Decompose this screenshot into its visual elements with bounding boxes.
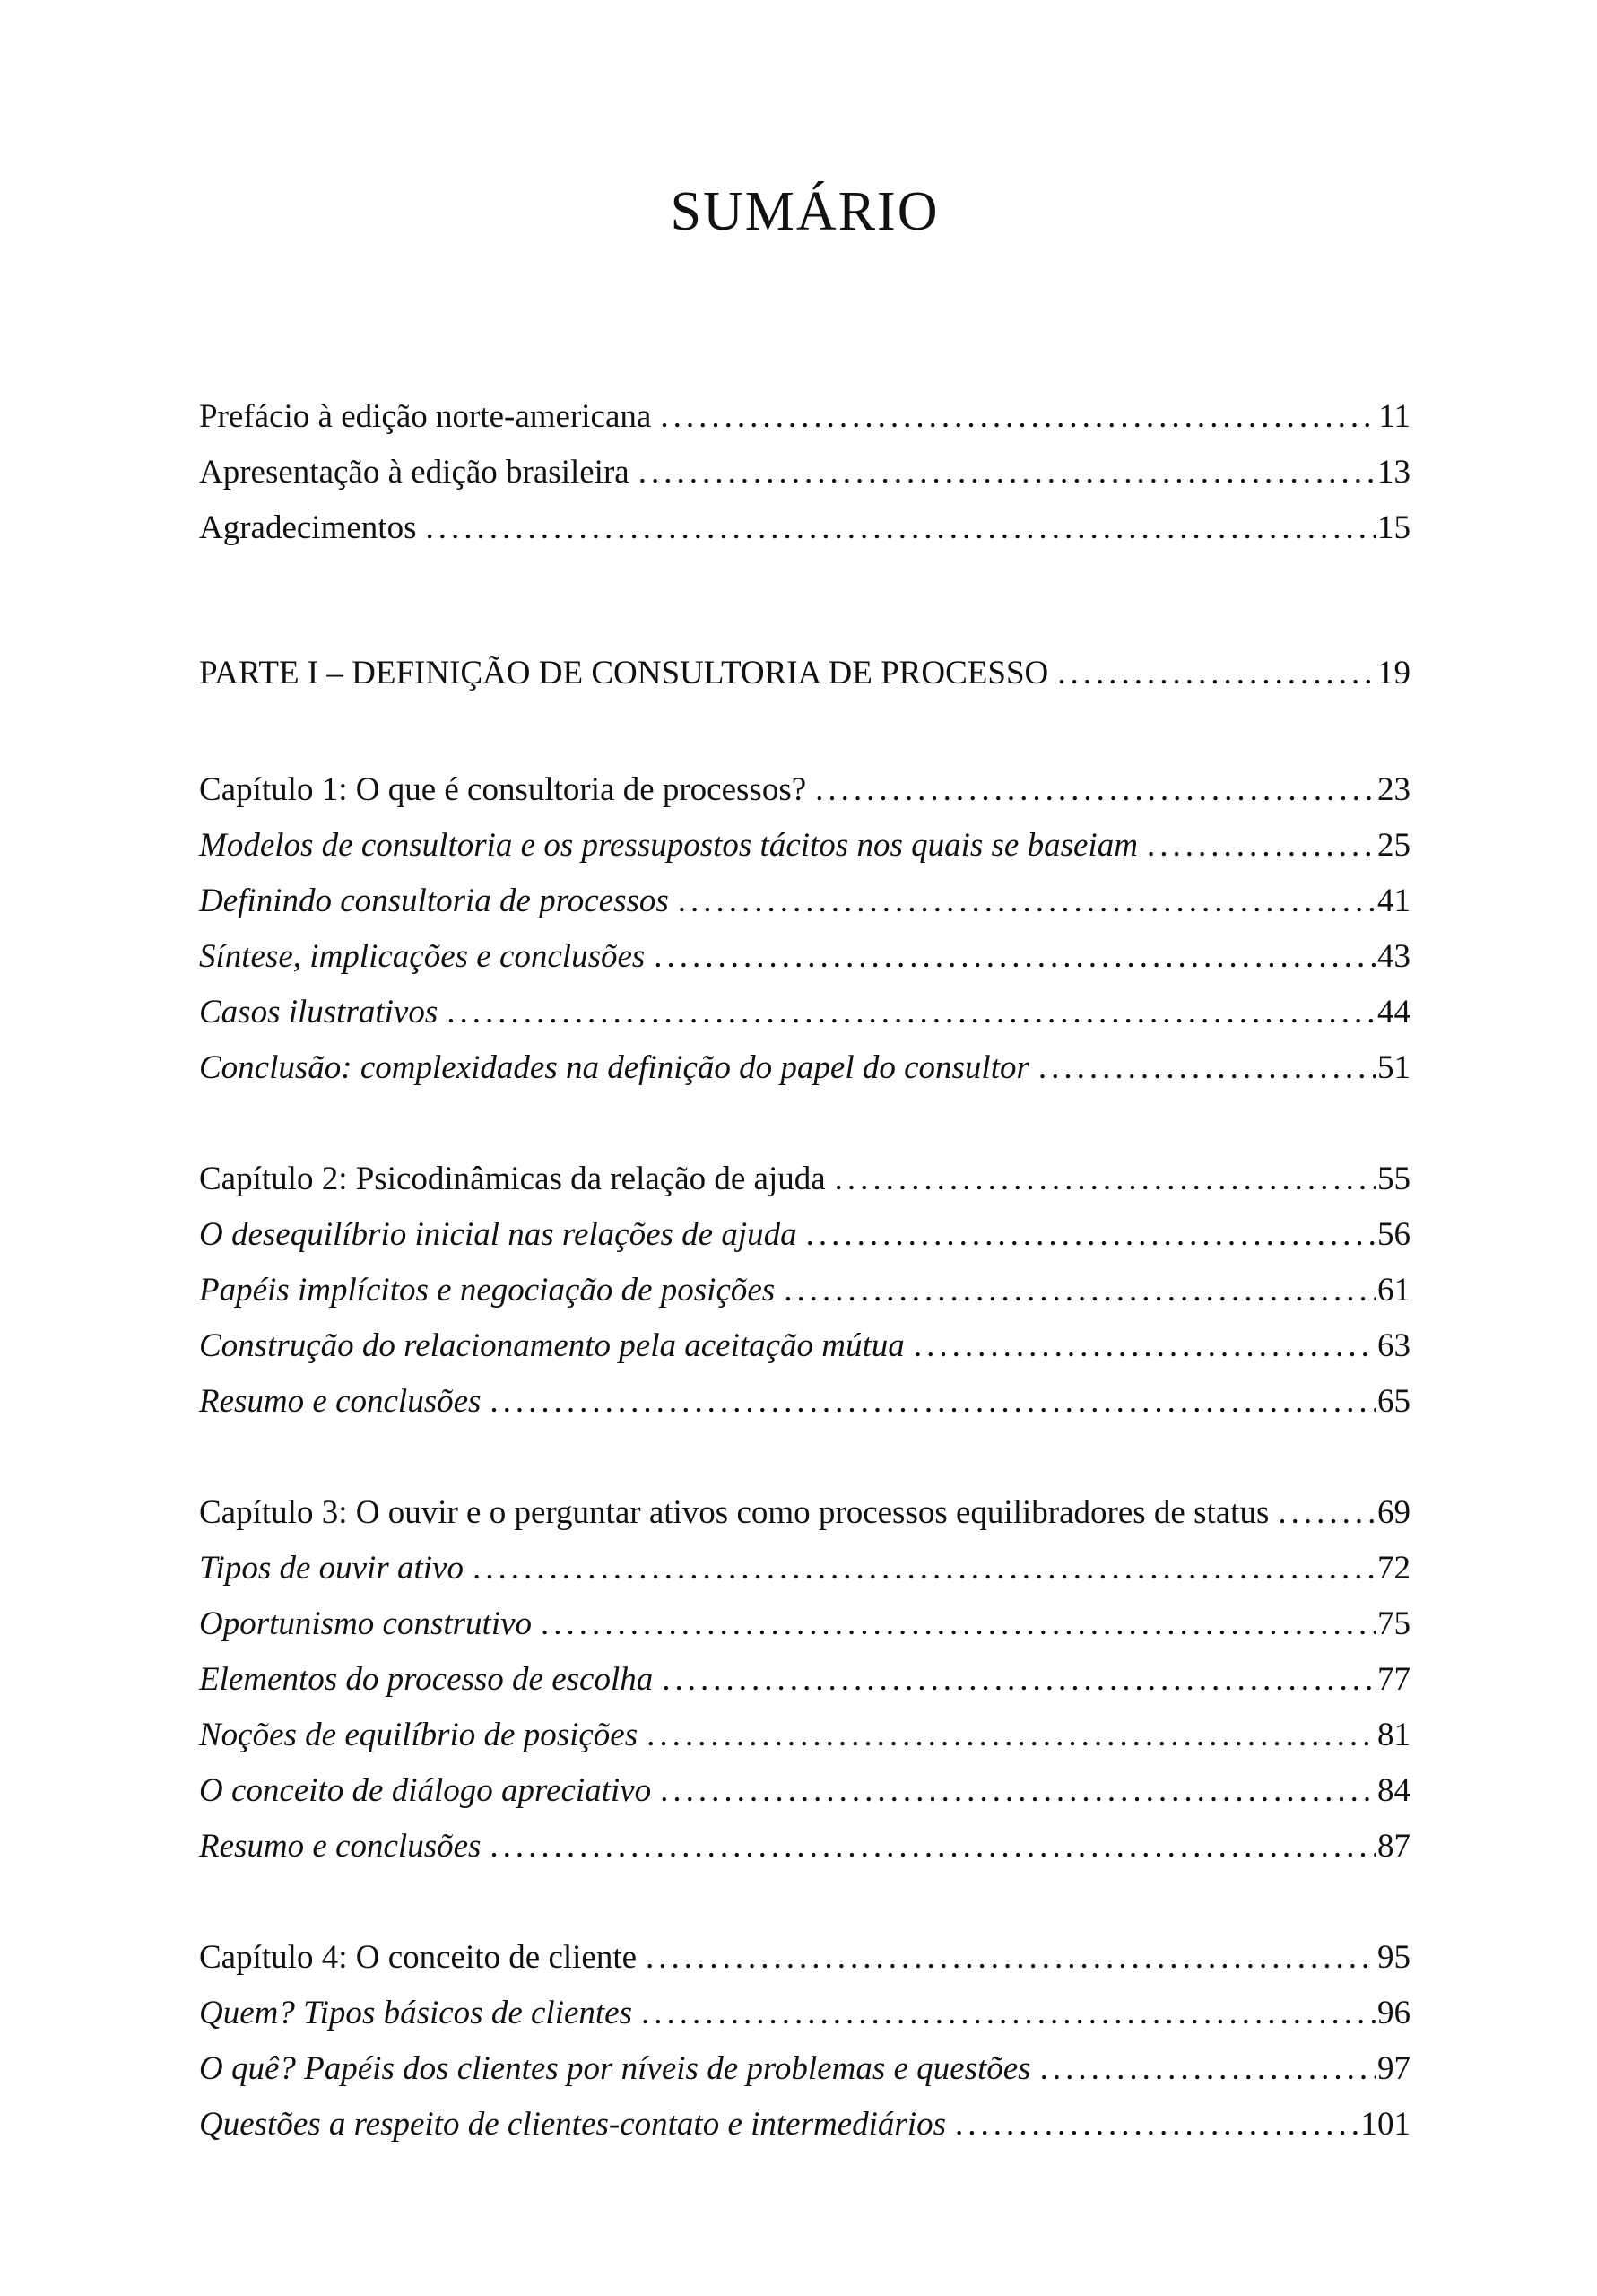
toc-entry-page: 23 [1377, 771, 1410, 808]
toc-entry [199, 445, 1410, 500]
dot-leader [447, 985, 1376, 1040]
dot-leader [806, 1207, 1376, 1263]
toc-entry [199, 1374, 1410, 1430]
toc-entry [199, 1986, 1410, 2041]
toc-entry-page: 51 [1377, 1049, 1410, 1086]
toc-entry-page: 25 [1377, 827, 1410, 864]
toc-entry-label: Tipos de ouvir ativo [199, 1550, 464, 1587]
toc-entry-label: Capítulo 1: O que é consultoria de processos? [199, 771, 807, 808]
toc-entry-label: Definindo consultoria de processos [199, 883, 669, 919]
toc-entry-page: 101 [1360, 2106, 1410, 2143]
toc-entry-page: 61 [1377, 1272, 1410, 1309]
toc-entry-page: 56 [1377, 1216, 1410, 1253]
dot-leader [425, 500, 1376, 556]
toc-entry [199, 1318, 1410, 1374]
toc-entry-label: Conclusão: complexidades na definição do papel do consultor [199, 1049, 1029, 1086]
toc-chapter-heading [199, 762, 1410, 818]
dot-leader [541, 1596, 1376, 1652]
toc-entry-page: 19 [1377, 655, 1410, 691]
toc-entry-label: Casos ilustrativos [199, 994, 438, 1031]
toc-entry [199, 389, 1410, 445]
toc-entry-page: 41 [1377, 883, 1410, 919]
toc-entry-label: Papéis implícitos e negociação de posições [199, 1272, 776, 1309]
toc-entry-page: 13 [1377, 454, 1410, 491]
toc-entry-page: 87 [1377, 1828, 1410, 1865]
toc-entry-page: 11 [1378, 398, 1410, 435]
toc-entry-label: Capítulo 4: O conceito de cliente [199, 1939, 638, 1976]
toc-entry-label: Modelos de consultoria e os pressupostos tácitos nos quais se baseiam [199, 827, 1138, 864]
toc-entry-page: 72 [1377, 1550, 1410, 1587]
toc-entry [199, 1207, 1410, 1263]
dot-leader [490, 1819, 1376, 1874]
toc-entry [199, 1652, 1410, 1708]
toc-entry-page: 69 [1377, 1494, 1410, 1531]
toc-group-chapter-3 [199, 1485, 1410, 1874]
toc-group-chapter-2 [199, 1152, 1410, 1430]
toc-entry-label: PARTE I – DEFINIÇÃO DE CONSULTORIA DE PROCESSO [199, 655, 1049, 691]
toc-entry-page: 55 [1377, 1161, 1410, 1197]
toc-entry-label: Noções de equilíbrio de posições [199, 1717, 638, 1753]
dot-leader [646, 1930, 1376, 1986]
toc-entry-page: 97 [1377, 2050, 1410, 2087]
dot-leader [1038, 1040, 1376, 1096]
toc-entry-page: 15 [1377, 509, 1410, 546]
dot-leader [815, 762, 1376, 818]
dot-leader [641, 1986, 1376, 2041]
toc-entry [199, 2097, 1410, 2152]
toc-entry-label: Resumo e conclusões [199, 1828, 482, 1865]
dot-leader [660, 389, 1376, 445]
toc-entry-page: 81 [1377, 1717, 1410, 1753]
toc-entry-page: 75 [1377, 1605, 1410, 1642]
page-title: SUMÁRIO [670, 181, 940, 242]
toc-entry-page: 96 [1377, 1995, 1410, 2031]
dot-leader [660, 1763, 1376, 1819]
dot-leader [835, 1152, 1376, 1207]
toc-entry [199, 1040, 1410, 1096]
toc-entry-page: 63 [1377, 1327, 1410, 1364]
dot-leader [914, 1318, 1376, 1374]
dot-leader [955, 2097, 1358, 2152]
toc-entry-label: Capítulo 2: Psicodinâmicas da relação de ajuda [199, 1161, 826, 1197]
dot-leader [647, 1708, 1376, 1763]
toc-group-chapter-1 [199, 762, 1410, 1096]
dot-leader [784, 1263, 1376, 1318]
dot-leader [1057, 646, 1376, 701]
dot-leader [1040, 2041, 1376, 2097]
toc-entry [199, 929, 1410, 985]
dot-leader [1147, 818, 1376, 874]
dot-leader [473, 1541, 1376, 1596]
toc-entry-label: Agradecimentos [199, 509, 417, 546]
table-of-contents [199, 389, 1410, 2152]
toc-chapter-heading [199, 1930, 1410, 1986]
toc-entry-page: 84 [1377, 1772, 1410, 1809]
toc-entry [199, 985, 1410, 1040]
toc-entry [199, 1596, 1410, 1652]
toc-entry-label: Apresentação à edição brasileira [199, 454, 629, 491]
toc-part-heading [199, 646, 1410, 701]
toc-entry [199, 1263, 1410, 1318]
toc-entry-page: 95 [1377, 1939, 1410, 1976]
toc-entry [199, 1708, 1410, 1763]
toc-chapter-heading [199, 1485, 1410, 1541]
dot-leader [678, 874, 1376, 929]
toc-entry-label: Capítulo 3: O ouvir e o perguntar ativos como processos equilibradores de status [199, 1494, 1270, 1531]
toc-group-front-matter [199, 389, 1410, 556]
toc-entry-label: Construção do relacionamento pela aceitação mútua [199, 1327, 905, 1364]
toc-entry [199, 1541, 1410, 1596]
toc-group-part-1 [199, 646, 1410, 701]
toc-entry-label: O conceito de diálogo apreciativo [199, 1772, 652, 1809]
toc-entry-label: Resumo e conclusões [199, 1383, 482, 1420]
toc-entry [199, 818, 1410, 874]
toc-entry [199, 874, 1410, 929]
toc-entry-page: 65 [1377, 1383, 1410, 1420]
toc-entry [199, 1819, 1410, 1874]
dot-leader [1278, 1485, 1376, 1541]
toc-entry-label: Questões a respeito de clientes-contato e intermediários [199, 2106, 947, 2143]
toc-chapter-heading [199, 1152, 1410, 1207]
dot-leader [638, 445, 1376, 500]
toc-entry-page: 77 [1377, 1661, 1410, 1698]
toc-entry-page: 44 [1377, 994, 1410, 1031]
toc-entry-label: Prefácio à edição norte-americana [199, 398, 652, 435]
toc-group-chapter-4 [199, 1930, 1410, 2152]
toc-entry-label: Quem? Tipos básicos de clientes [199, 1995, 633, 2031]
toc-entry-label: Elementos do processo de escolha [199, 1661, 654, 1698]
dot-leader [490, 1374, 1376, 1430]
dot-leader [662, 1652, 1376, 1708]
toc-entry [199, 1763, 1410, 1819]
toc-entry-page: 43 [1377, 938, 1410, 975]
toc-entry [199, 500, 1410, 556]
toc-entry-label: O desequilíbrio inicial nas relações de ajuda [199, 1216, 797, 1253]
toc-entry-label: Oportunismo construtivo [199, 1605, 533, 1642]
dot-leader [654, 929, 1376, 985]
toc-entry-label: O quê? Papéis dos clientes por níveis de problemas e questões [199, 2050, 1031, 2087]
toc-entry [199, 2041, 1410, 2097]
toc-entry-label: Síntese, implicações e conclusões [199, 938, 646, 975]
